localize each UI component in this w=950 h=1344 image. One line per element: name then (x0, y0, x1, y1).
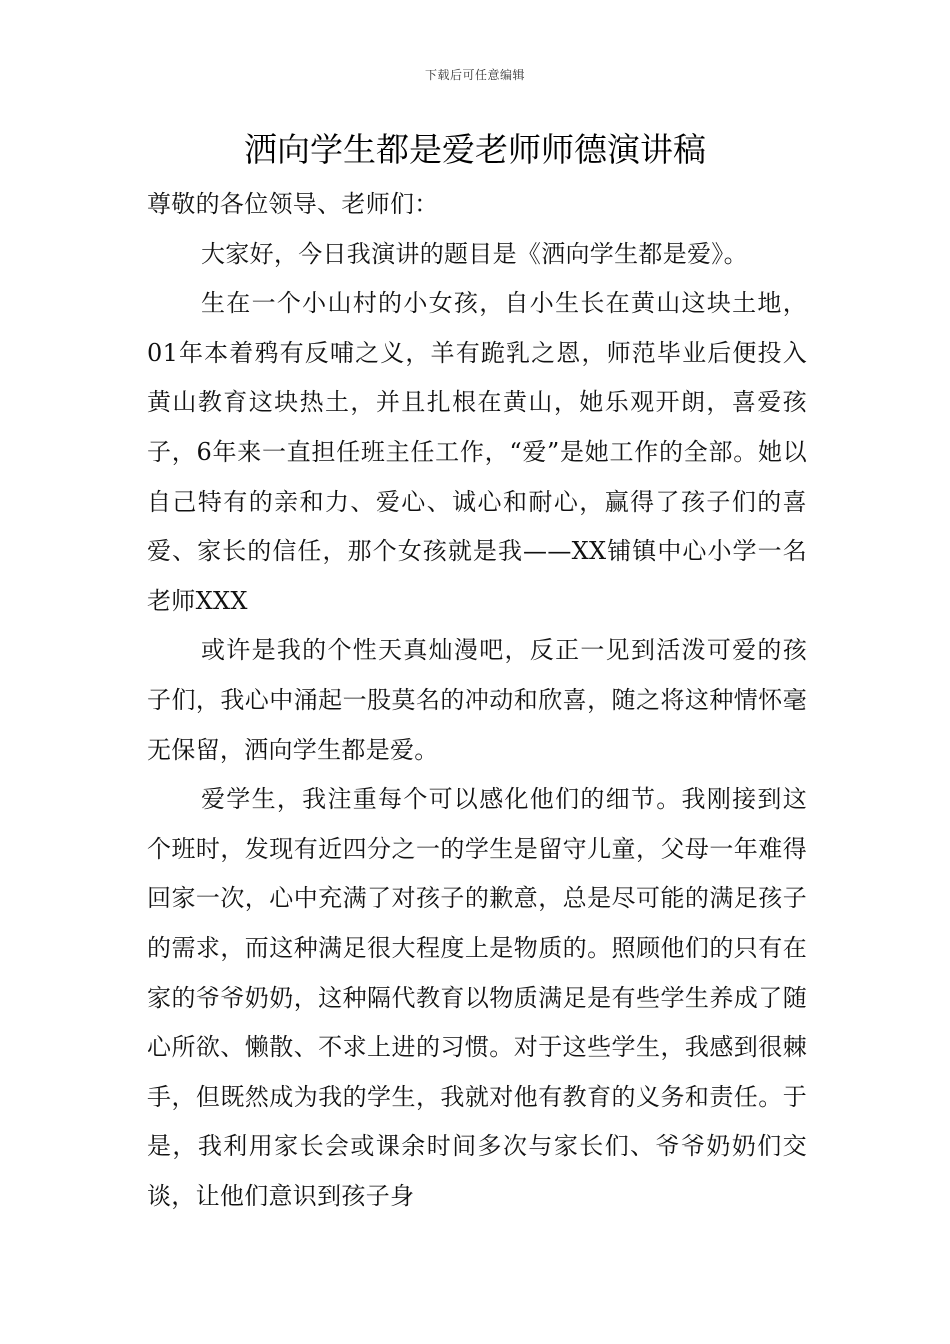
paragraph-love-students: 爱学生，我注重每个可以感化他们的细节。我刚接到这个班时，发现有近四分之一的学生是留守儿童，父母一年难得回家一次，心中充满了对孩子的歉意，总是尽可能的满足孩子的需求，而这种满足很大程度上是物质的。照顾他们的只有在家的爷爷奶奶，这种隔代教育以物质满足是有些学生养成了随心所欲、懒散、不求上进的习惯。对于这些学生，我感到很棘手，但既然成为我的学生，我就对他有教育的义务和责任。于是，我利用家长会或课余时间多次与家长们、爷爷奶奶们交谈，让他们意识到孩子身 (147, 785, 807, 1210)
paragraph-intro: 大家好，今日我演讲的题目是《洒向学生都是爱》。 (201, 239, 748, 268)
paragraph-background: 生在一个小山村的小女孩，自小生长在黄山这块土地，01年本着鸦有反哺之义，羊有跪乳之恩，师范毕业后便投入黄山教育这块热土，并且扎根在黄山，她乐观开朗，喜爱孩子，6年来一直担任班主任工作，“爱”是她工作的全部。她以自己特有的亲和力、爱心、诚心和耐心，赢得了孩子们的喜爱、家长的信任，那个女孩就是我——XX铺镇中心小学一名老师XXX (147, 289, 807, 615)
download-note: 下载后可任意编辑 (424, 68, 525, 82)
paragraph-personality: 或许是我的个性天真灿漫吧，反正一见到活泼可爱的孩子们，我心中涌起一股莫名的冲动和欣喜，随之将这种情怀毫无保留，洒向学生都是爱。 (147, 636, 807, 764)
greeting-line: 尊敬的各位领导、老师们： (147, 190, 439, 218)
document-title: 洒向学生都是爱老师师德演讲稿 (244, 130, 706, 169)
speech-body (147, 180, 807, 1221)
